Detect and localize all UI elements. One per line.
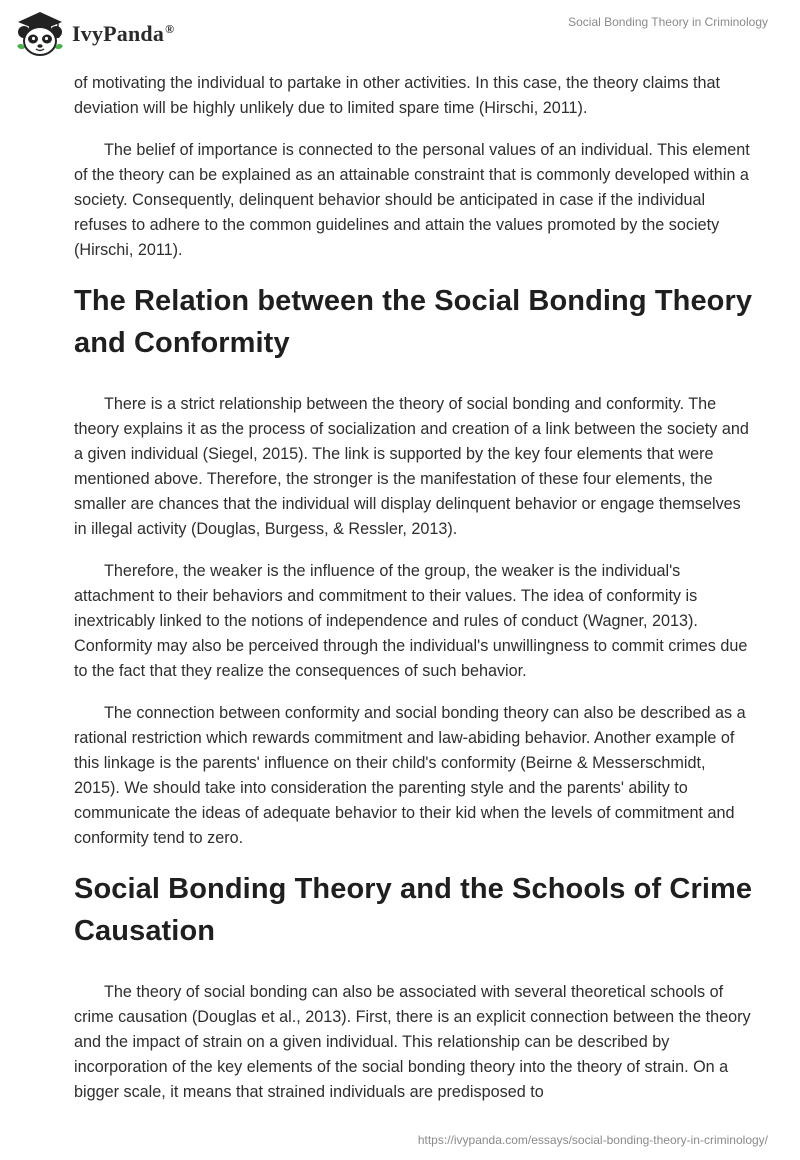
paragraph-continued: of motivating the individual to partake in other activities. In this case, the theory claims that deviation will be highly unlikely due to limited spare time (Hirschi, 2011).	[74, 74, 721, 117]
logo-wordmark: IvyPanda®	[72, 21, 175, 46]
page-header	[0, 0, 800, 70]
paragraph-weaker-influence: Therefore, the weaker is the influence of the group, the weaker is the individual's attachment to their behaviors and commitment to their values. The idea of conformity is inextricably linked to the notions of independence and rules of conduct (Wagner, 2013). Conformity may also be perceived through the individual's unwillingness to commit crimes due to the fact that they realize the consequences of such behavior.	[74, 562, 748, 680]
source-url-link[interactable]: https://ivypanda.com/essays/social-bonding-theory-in-criminology/	[417, 1133, 768, 1147]
paragraph-relationship: There is a strict relationship between the theory of social bonding and conformity. The theory explains it as the process of socialization and creation of a link between the society and a given individual (Siegel, 2015). The link is supported by the key four elements that were mentioned above. Therefore, the stronger is the manifestation of these four elements, the smaller are chances that the individual will display delinquent behavior or engage themselves in illegal activity (Douglas, Burgess, & Ressler, 2013).	[74, 395, 749, 538]
document-title: Social Bonding Theory in Criminology	[568, 15, 768, 29]
essay-body	[74, 71, 754, 1122]
paragraph-belief: The belief of importance is connected to the personal values of an individual. This element of the theory can be explained as an attainable constraint that is commonly developed within a society. Consequently, delinquent behavior should be anticipated in case if the individual refuses to adhere to the common guidelines and attain the values promoted by the society (Hirschi, 2011).	[74, 141, 750, 259]
paragraph-theory-schools: The theory of social bonding can also be associated with several theoretical schools of crime causation (Douglas et al., 2013). First, there is an explicit connection between the theory and the impact of strain on a given individual. This relationship can be described by incorporation of the key elements of the social bonding theory into the theory of strain. On a bigger scale, it means that strained individuals are predisposed to	[74, 983, 751, 1101]
paragraph-connection: The connection between conformity and social bonding theory can also be described as a rational restriction which rewards commitment and law-abiding behavior. Another example of this linkage is the parents' influence on their child's conformity (Beirne & Messerschmidt, 2015). We should take into consideration the parenting style and the parents' ability to communicate the ideas of adequate behavior to their kid when the levels of commitment and conformity tend to zero.	[74, 704, 746, 847]
ivypanda-logo[interactable]	[14, 8, 174, 58]
panda-graduation-cap-icon	[14, 8, 66, 58]
heading-relation-conformity: The Relation between the Social Bonding Theory and Conformity	[74, 285, 753, 359]
heading-schools-crime-causation: Social Bonding Theory and the Schools of Crime Causation	[74, 873, 753, 947]
